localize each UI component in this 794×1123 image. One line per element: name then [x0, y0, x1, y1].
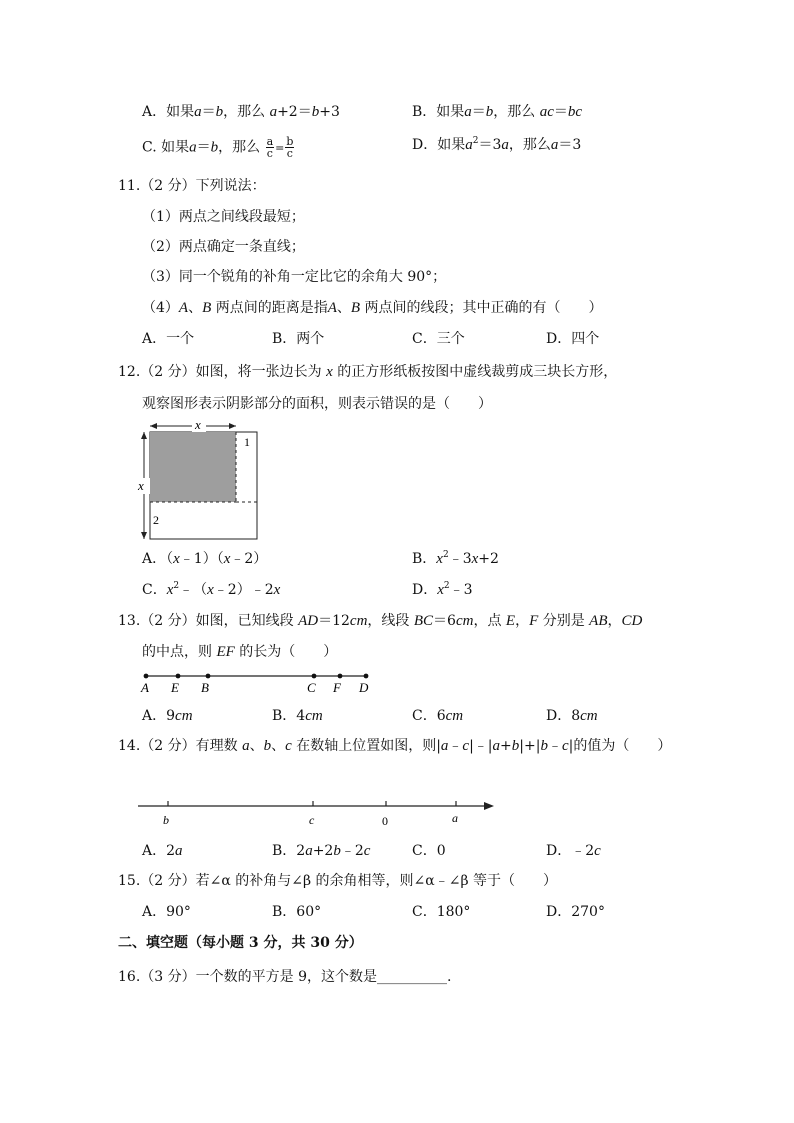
point-a — [144, 674, 149, 679]
q14-stem: 14.（2 分）有理数 a、b、c 在数轴上位置如图，则|a﹣c|﹣|a+b|+|b﹣c|的值为（ ） — [118, 738, 672, 754]
number-line-arrow-icon — [484, 802, 494, 810]
label-b: b — [163, 813, 169, 827]
q12-option-b: B．$x^2﹣3x+2$ — [412, 550, 499, 567]
q14-option-b: B．2a+2b﹣2c — [272, 843, 371, 859]
q11-statement-3: （3）同一个锐角的补角一定比它的余角大 90°； — [142, 269, 447, 285]
label-zero: 0 — [382, 814, 388, 828]
side-arrow-top — [141, 432, 147, 439]
q11-statement-2: （2）两点确定一条直线； — [142, 239, 305, 255]
q10-option-d: D．如果$a^2=3a$，那么a＝3 — [412, 136, 582, 153]
q12-option-d: D．$x^2﹣3$ — [412, 581, 473, 598]
section-heading: 二、填空题（每小题 3 分，共 30 分） — [118, 935, 363, 951]
q15-option-b: B．60° — [272, 904, 322, 920]
q11-statement-4: （4）A、B 两点间的距离是指A、B 两点间的线段；其中正确的有（ ） — [142, 300, 603, 316]
q13-stem: 13.（2 分）如图，已知线段 AD＝12cm，线段 BC＝6cm，点 E，F 分别是 AB，CD — [118, 613, 643, 629]
q12-option-a: A．（x﹣1）（x﹣2） — [142, 551, 268, 567]
point-f — [338, 674, 343, 679]
q16-stem: 16.（3 分）一个数的平方是 9，这个数是__________. — [118, 969, 452, 985]
fraction-b-over-c: $\frac{b}{c}$ — [286, 135, 294, 160]
q13-stem-line2: 的中点，则 EF 的长为（ ） — [142, 644, 338, 660]
q14-option-a: A．2a — [142, 843, 183, 859]
label-c: c — [309, 813, 315, 827]
q13-option-d: D．8cm — [546, 708, 598, 724]
q11-stem: 11.（2 分）下列说法： — [118, 178, 266, 194]
point-b — [206, 674, 211, 679]
q15-option-a: A．90° — [142, 904, 191, 920]
point-e — [176, 674, 181, 679]
q15-stem: 15.（2 分）若∠α 的补角与∠β 的余角相等，则∠α﹣∠β 等于（ ） — [118, 873, 557, 889]
label-1: 1 — [244, 435, 250, 449]
q14-option-d: D．﹣2c — [546, 843, 601, 859]
fraction-a-over-c: $\frac{a}{c}$ — [266, 135, 274, 160]
point-c — [312, 674, 317, 679]
label-2: 2 — [153, 513, 159, 527]
q14-number-line — [136, 798, 498, 832]
label-a: A — [141, 680, 149, 695]
label-e: E — [171, 680, 179, 695]
top-arrow-right — [229, 423, 236, 429]
q15-option-d: D．270° — [546, 904, 605, 920]
q13-segment-figure — [136, 668, 376, 696]
q12-stem: 12.（2 分）如图，将一张边长为 x 的正方形纸板按图中虚线裁剪成三块长方形， — [118, 364, 618, 380]
q14-option-c: C．0 — [412, 843, 446, 859]
q10-option-c: C. 如果a＝b，那么 $\frac{a}{c}$ = $\frac{b}{c}$ — [142, 135, 294, 160]
label-b: B — [201, 680, 209, 695]
q11-option-b: B．两个 — [272, 331, 325, 347]
q10-option-b: B．如果a＝b，那么 ac＝bc — [412, 104, 583, 120]
label-f: F — [333, 680, 341, 695]
q13-option-b: B．4cm — [272, 708, 323, 724]
side-arrow-bottom — [141, 532, 147, 539]
point-d — [364, 674, 369, 679]
answer-blank: __________ — [376, 969, 447, 985]
top-dimension-label: x — [195, 418, 201, 432]
label-a: a — [452, 811, 458, 825]
q10-option-a: A．如果a＝b，那么 a+2＝b+3 — [142, 104, 340, 120]
label-c: C — [307, 680, 316, 695]
q11-statement-1: （1）两点之间线段最短； — [142, 209, 305, 225]
q12-figure — [134, 418, 264, 544]
q13-option-c: C．6cm — [412, 708, 464, 724]
q11-option-a: A．一个 — [142, 331, 195, 347]
label-d: D — [359, 680, 369, 695]
q15-option-c: C．180° — [412, 904, 471, 920]
q11-option-c: C．三个 — [412, 331, 465, 347]
side-dimension-label: x — [138, 478, 144, 493]
top-arrow-left — [150, 423, 157, 429]
q12-option-c: C．$x^2﹣(x﹣2)﹣2x$ — [142, 581, 281, 598]
shaded-region — [150, 432, 236, 502]
q13-option-a: A．9cm — [142, 708, 193, 724]
q11-option-d: D．四个 — [546, 331, 600, 347]
q12-stem-line2: 观察图形表示阴影部分的面积，则表示错误的是（ ） — [142, 396, 492, 412]
